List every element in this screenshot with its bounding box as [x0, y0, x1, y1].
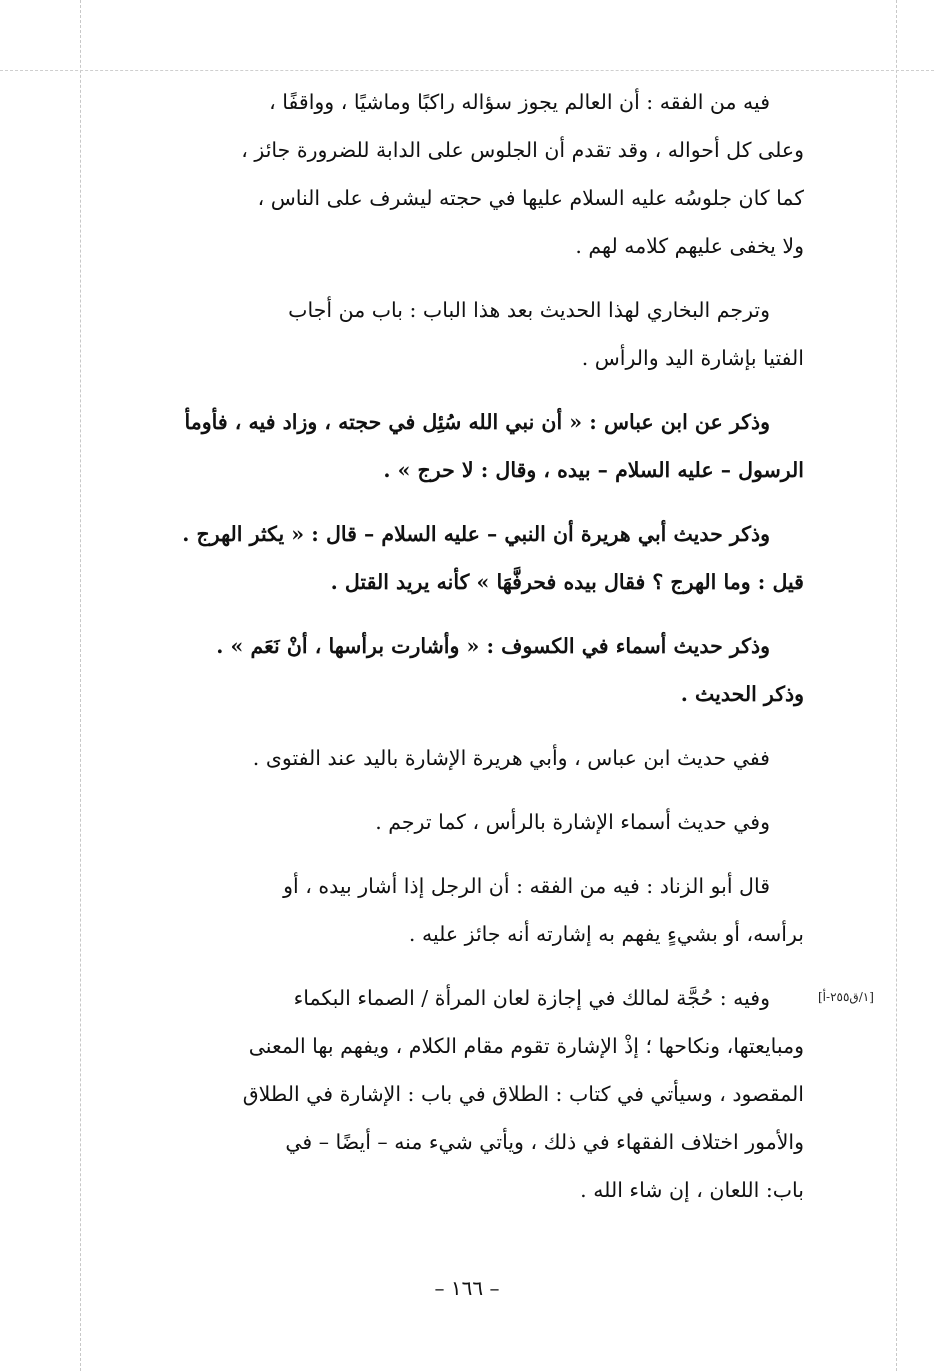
- paragraph: [128, 286, 804, 382]
- paragraph: [128, 974, 804, 1214]
- guide-line-top: [0, 70, 934, 71]
- text-line: المقصود ، وسيأتي في كتاب : الطلاق في باب : الإشارة في الطلاق: [242, 1082, 804, 1106]
- paragraph: [128, 622, 804, 718]
- text-line: ومبايعتها، ونكاحها ؛ إذْ الإشارة تقوم مقام الكلام ، ويفهم بها المعنى: [248, 1034, 804, 1058]
- text-line: وترجم البخاري لهذا الحديث بعد هذا الباب : باب من أجاب: [288, 298, 770, 322]
- text-line: فيه من الفقه : أن العالم يجوز سؤاله راكبًا وماشيًا ، وواقفًا ،: [269, 90, 770, 114]
- text-line: برأسه، أو بشيءٍ يفهم به إشارته أنه جائز عليه .: [408, 922, 804, 946]
- page-number: – ١٦٦ –: [434, 1276, 500, 1300]
- text-line: قال أبو الزناد : فيه من الفقه : أن الرجل إذا أشار بيده ، أو: [283, 874, 770, 898]
- text-line: والأمور اختلاف الفقهاء في ذلك ، ويأتي شيء منه – أيضًا – في: [285, 1130, 804, 1154]
- text-line: ولا يخفى عليهم كلامه لهم .: [575, 234, 804, 258]
- text-line: وعلى كل أحواله ، وقد تقدم أن الجلوس على الدابة للضرورة جائز ،: [241, 138, 804, 162]
- paragraph: [128, 798, 804, 846]
- text-line: وفي حديث أسماء الإشارة بالرأس ، كما ترجم .: [375, 810, 770, 834]
- guide-line-right: [896, 0, 897, 1371]
- margin-note: [١/ق٢٥٥-أ]: [818, 990, 874, 1004]
- text-line: كما كان جلوسُه عليه السلام عليها في حجته ليشرف على الناس ،: [257, 186, 804, 210]
- paragraph: [128, 398, 804, 494]
- text-line: قيل : وما الهرج ؟ فقال بيده فحرفَّهَا » كأنه يريد القتل .: [330, 570, 804, 594]
- text-line: وذكر حديث أسماء في الكسوف : « وأشارت برأسها ، أنْ نَعَم » .: [216, 634, 770, 658]
- text-line: وذكر حديث أبي هريرة أن النبي – عليه السلام – قال : « يكثر الهرج .: [182, 522, 770, 546]
- text-line: الرسول – عليه السلام – بيده ، وقال : لا حرج » .: [383, 458, 804, 482]
- text-line: وذكر الحديث .: [680, 682, 804, 706]
- text-line: ففي حديث ابن عباس ، وأبي هريرة الإشارة باليد عند الفتوى .: [252, 746, 770, 770]
- paragraph: [128, 734, 804, 782]
- text-line: وفيه : حُجَّة لمالك في إجازة لعان المرأة / الصماء البكماء: [293, 986, 770, 1010]
- text-line: وذكر عن ابن عباس : « أن نبي الله سُئِل في حجته ، وزاد فيه ، فأومأ: [184, 410, 770, 434]
- guide-line-left: [80, 0, 81, 1371]
- text-line: باب: اللعان ، إن شاء الله .: [580, 1178, 804, 1202]
- paragraph: [128, 510, 804, 606]
- paragraph: [128, 862, 804, 958]
- paragraph: [128, 78, 804, 270]
- text-line: الفتيا بإشارة اليد والرأس .: [581, 346, 804, 370]
- page-body: [128, 78, 804, 1230]
